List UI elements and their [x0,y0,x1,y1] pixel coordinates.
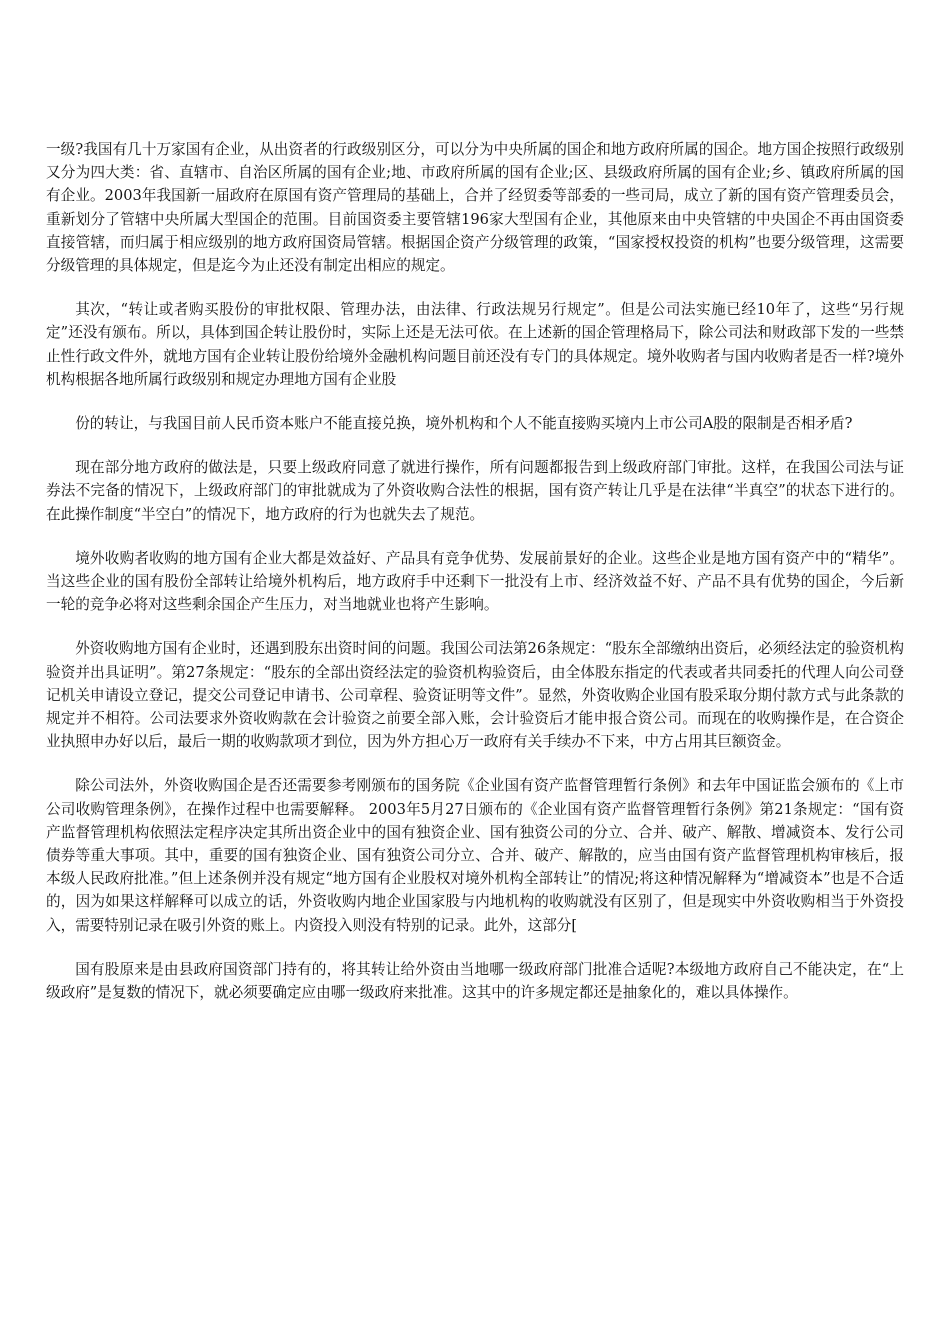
paragraph-6: 外资收购地方国有企业时，还遇到股东出资时间的问题。我国公司法第26条规定：“股东全部缴纳出资后，必须经法定的验资机构验资并出具证明”。第27条规定：“股东的全部出资经法定的验资机构验资后，由全体股东指定的代表或者共同委托的代理人向公司登记机关申请设立登记，提交公司登记申请书、公司章程、验资证明等文件”。显然，外资收购企业国有股采取分期付款方式与此条款的规定并不相符。公司法要求外资收购款在会计验资之前要全部入账，会计验资后才能申报合资公司。而现在的收购操作是，在合资企业执照申办好以后，最后一期的收购款项才到位，因为外方担心万一政府有关手续办不下来，中方占用其巨额资金。 [46,640,904,751]
paragraph-5: 境外收购者收购的地方国有企业大都是效益好、产品具有竞争优势、发展前景好的企业。这些企业是地方国有资产中的“精华”。当这些企业的国有股份全部转让给境外机构后，地方政府手中还剩下一批没有上市、经济效益不好、产品不具有优势的国企，今后新一轮的竞争必将对这些剩余国企产生压力，对当地就业也将产生影响。 [46,549,904,614]
paragraph-2: 其次，“转让或者购买股份的审批权限、管理办法，由法律、行政法规另行规定”。但是公司法实施已经10年了，这些“另行规定”还没有颁布。所以，具体到国企转让股份时，实际上还是无法可依。在上述新的国企管理格局下，除公司法和财政部下发的一些禁止性行政文件外，就地方国有企业转让股份给境外金融机构问题目前还没有专门的具体规定。境外收购者与国内收购者是否一样?境外机构根据各地所属行政级别和规定办理地方国有企业股 [46,301,904,388]
document-body [46,138,904,1025]
paragraph-3: 份的转让，与我国目前人民币资本账户不能直接兑换，境外机构和个人不能直接购买境内上市公司A股的限制是否相矛盾? [75,415,853,433]
paragraph-4: 现在部分地方政府的做法是，只要上级政府同意了就进行操作，所有问题都报告到上级政府部门审批。这样，在我国公司法与证券法不完备的情况下，上级政府部门的审批就成为了外资收购合法性的根据，国有资产转让几乎是在法律“半真空”的状态下进行的。在此操作制度“半空白”的情况下，地方政府的行为也就失去了规范。 [46,459,904,523]
paragraph-8: 国有股原来是由县政府国资部门持有的，将其转让给外资由当地哪一级政府部门批准合适呢?本级地方政府自己不能决定，在“上级政府”是复数的情况下，就必须要确定应由哪一级政府来批准。这其中的许多规定都还是抽象化的，难以具体操作。 [46,960,904,1002]
paragraph-7: 除公司法外，外资收购国企是否还需要参考刚颁布的国务院《企业国有资产监督管理暂行条例》和去年中国证监会颁布的《上市公司收购管理条例》，在操作过程中也需要解释。 2003年5月27日颁布的《企业国有资产监督管理暂行条例》第21条规定：“国有资产监督管理机构依照法定程序决定其所出资企业中的国有独资企业、国有独资公司的分立、合并、破产、解散、增减资本、发行公司债券等重大事项。其中，重要的国有独资企业、国有独资公司分立、合并、破产、解散的，应当由国有资产监督管理机构审核后，报本级人民政府批准。”但上述条例并没有规定“地方国有企业股权对境外机构全部转让”的情况;将这种情况解释为“增减资本”也是不合适的，因为如果这样解释可以成立的话，外资收购内地企业国家股与内地机构的收购就没有区别了，但是现实中外资收购相当于外资投入，需要特别记录在吸引外资的账上。内资投入则没有特别的记录。此外，这部分[ [46,777,904,934]
paragraph-1: 一级?我国有几十万家国有企业，从出资者的行政级别区分，可以分为中央所属的国企和地方政府所属的国企。地方国企按照行政级别又分为四大类：省、直辖市、自治区所属的国有企业;地、市政府所属的国有企业;区、县级政府所属的国有企业;乡、镇政府所属的国有企业。2003年我国新一届政府在原国有资产管理局的基础上，合并了经贸委等部委的一些司局，成立了新的国有资产管理委员会，重新划分了管辖中央所属大型国企的范围。目前国资委主要管辖196家大型国有企业，其他原来由中央管辖的中央国企不再由国资委直接管辖，而归属于相应级别的地方政府国资局管辖。根据国企资产分级管理的政策，“国家授权投资的机构”也要分级管理，这需要分级管理的具体规定，但是迄今为止还没有制定出相应的规定。 [46,141,904,275]
